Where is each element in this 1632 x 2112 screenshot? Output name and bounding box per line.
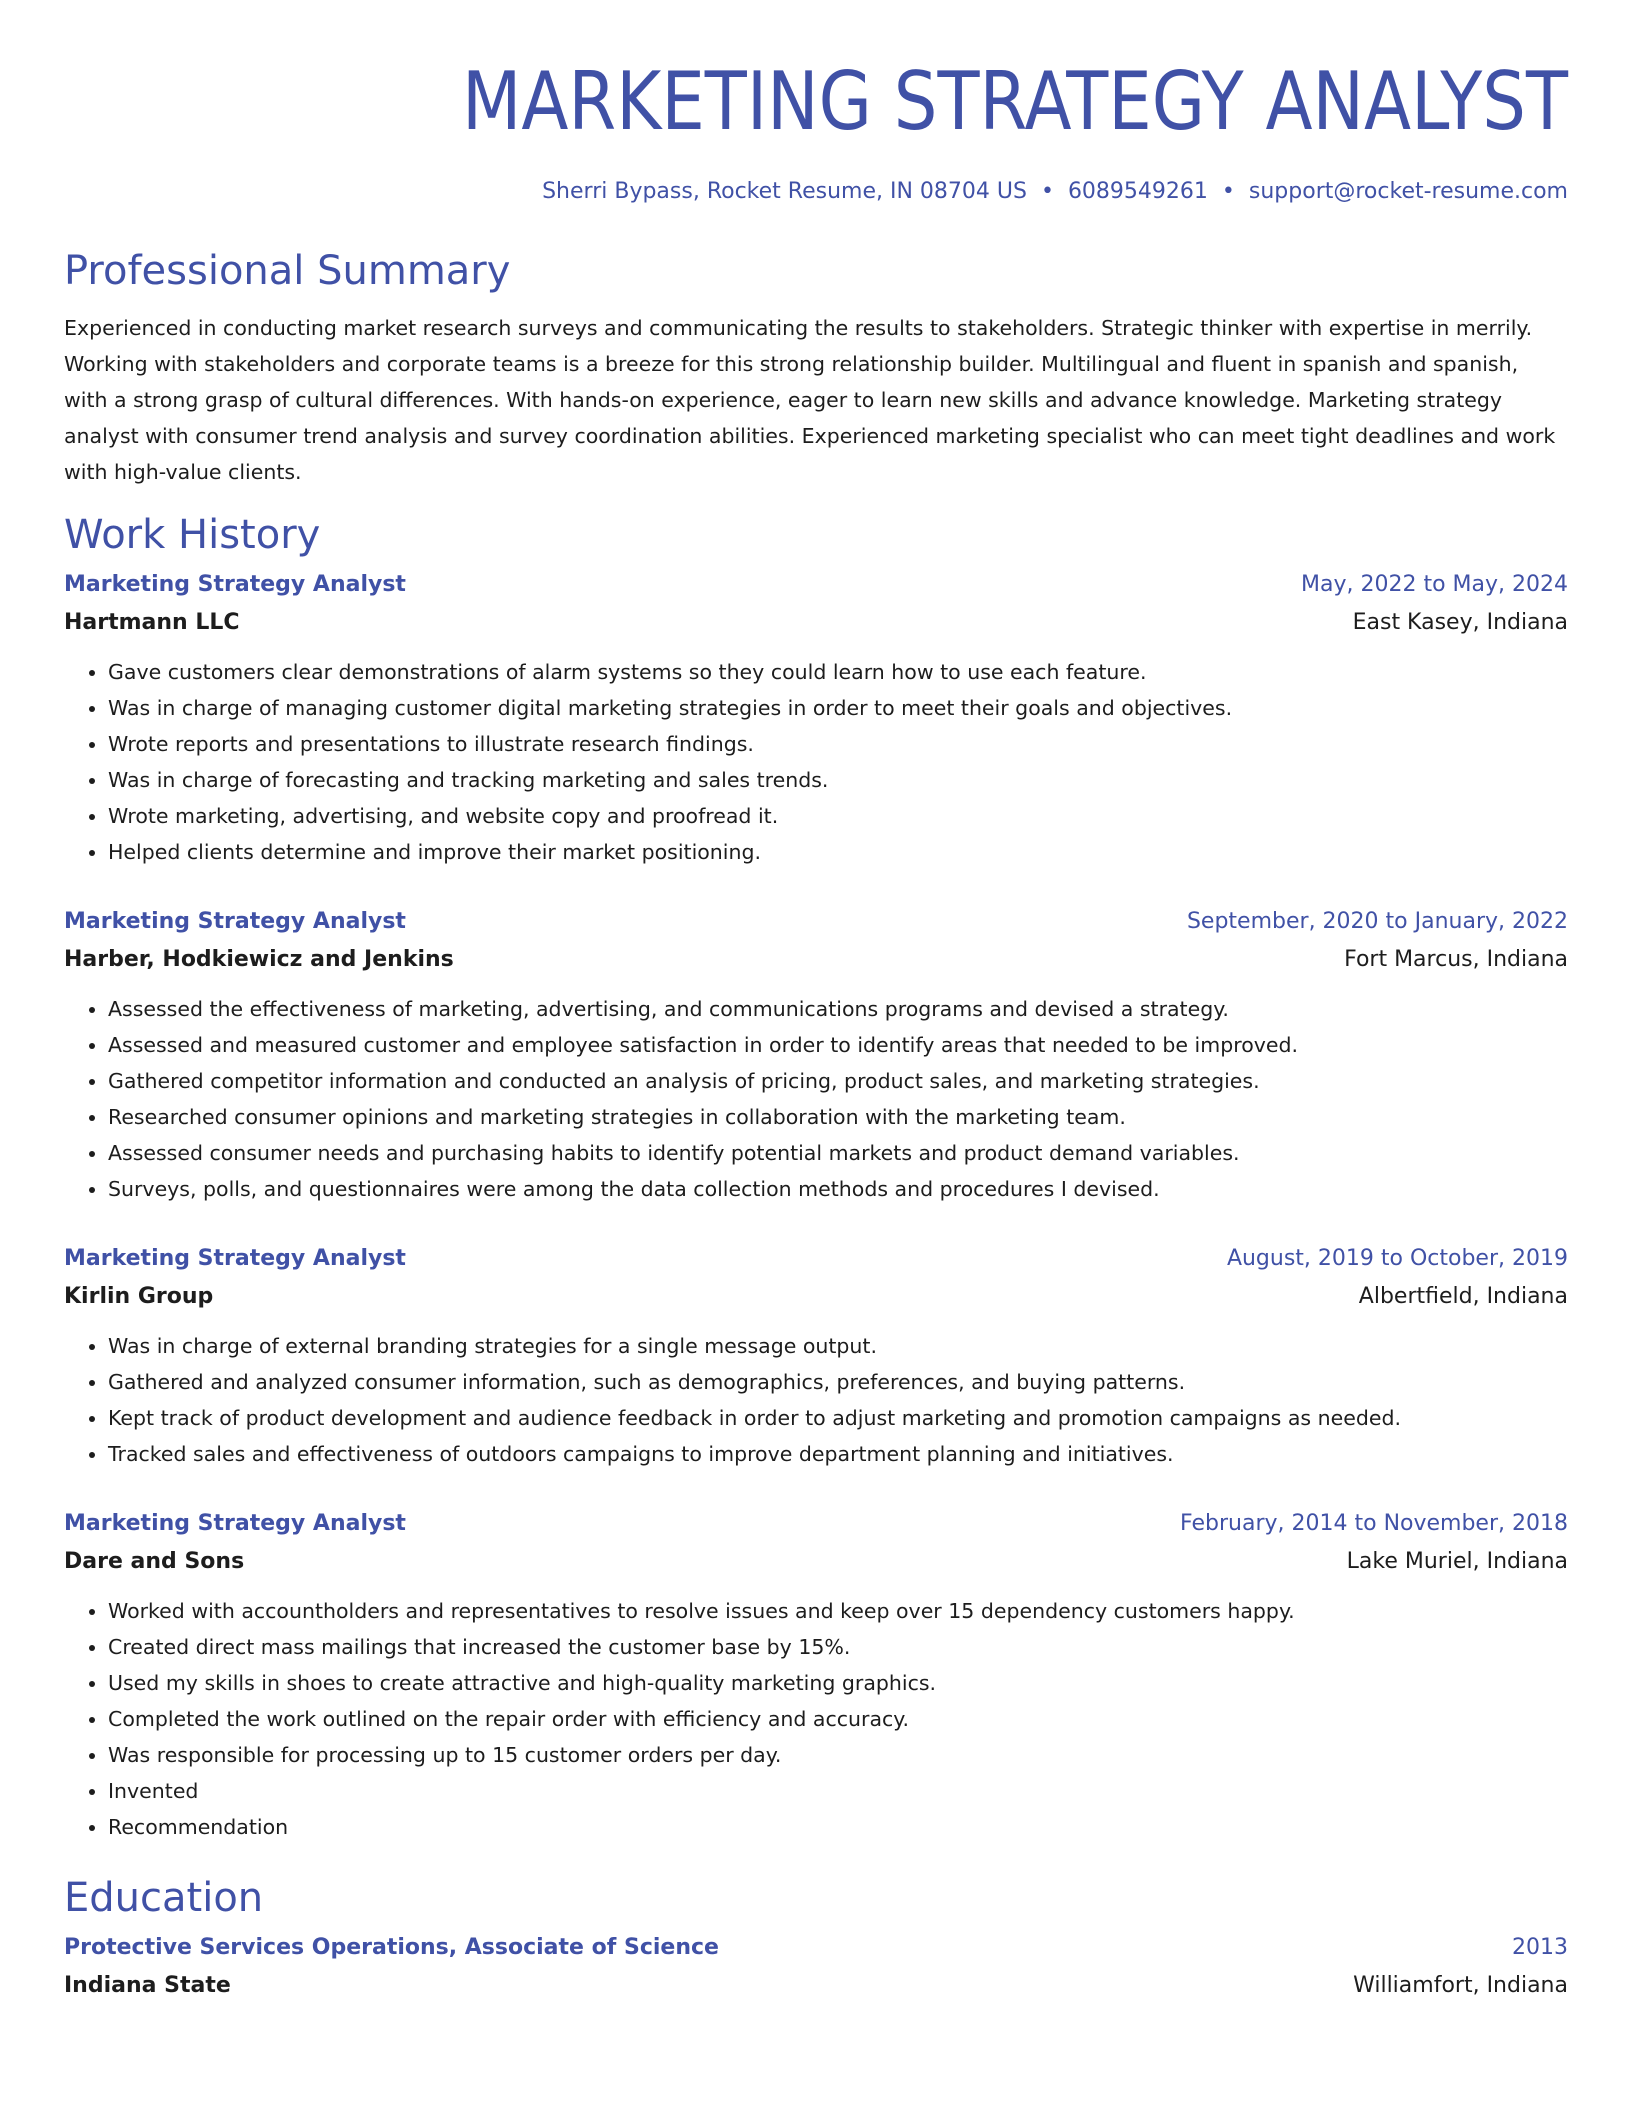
job-title: Marketing Strategy Analyst [64, 1511, 406, 1536]
company-name: Kirlin Group [64, 1284, 214, 1309]
job-dates: February, 2014 to November, 2018 [1180, 1511, 1568, 1536]
job-bullets [64, 1593, 1568, 1845]
job-bullet: • Worked with accountholders and representatives to resolve issues and keep over 15 dependency customers happy. [108, 1593, 1568, 1629]
work-history-list [64, 566, 1568, 1845]
job-bullets [64, 991, 1568, 1207]
company-row [64, 604, 1568, 642]
job-location: East Kasey, Indiana [1352, 610, 1568, 635]
resume-title: MARKETING STRATEGY ANALYST [461, 55, 1568, 148]
job-bullet: • Recommendation [108, 1809, 1568, 1845]
job-bullet: • Created direct mass mailings that increased the customer base by 15%. [108, 1629, 1568, 1665]
job-bullet: • Used my skills in shoes to create attractive and high-quality marketing graphics. [108, 1665, 1568, 1701]
job-title: Marketing Strategy Analyst [64, 1246, 406, 1271]
job-bullet: • Gathered competitor information and conducted an analysis of pricing, product sales, and marketing strategies. [108, 1063, 1568, 1099]
graduation-year: 2013 [1512, 1935, 1568, 1960]
company-name: Hartmann LLC [64, 610, 240, 635]
job-bullet: • Researched consumer opinions and marketing strategies in collaboration with the marketing team. [108, 1099, 1568, 1135]
work-history-heading: Work History [64, 512, 321, 558]
job-spacer [64, 870, 1568, 903]
job-title: Marketing Strategy Analyst [64, 909, 406, 934]
job-title-row [64, 1240, 1568, 1278]
contact-separator: • [1040, 179, 1054, 204]
education-heading: Education [64, 1875, 264, 1921]
job-bullet: • Kept track of product development and audience feedback in order to adjust marketing and promotion campaigns as needed. [108, 1400, 1568, 1436]
job-bullet: • Assessed and measured customer and employee satisfaction in order to identify areas that needed to be improved. [108, 1027, 1568, 1063]
job-title: Marketing Strategy Analyst [64, 572, 406, 597]
company-row [64, 1543, 1568, 1581]
job-bullet: • Was responsible for processing up to 15 customer orders per day. [108, 1737, 1568, 1773]
summary-text: Experienced in conducting market research surveys and communicating the results to stakeholders. Strategic thinker with expertise in merrily. Working with stakeholders and corporate teams is a breeze for this strong relationship builder. Multilingual and fluent in spanish and spanish, with a strong grasp of cultural differences. With hands-on experience, eager to learn new skills and advance knowledge. Marketing strategy analyst with consumer trend analysis and survey coordination abilities. Experienced marketing specialist who can meet tight deadlines and work with high-value clients. [64, 316, 1556, 484]
job-location: Albertfield, Indiana [1358, 1284, 1568, 1309]
job-bullet: • Helped clients determine and improve their market positioning. [108, 834, 1568, 870]
resume-header [64, 0, 1568, 208]
degree-name: Protective Services Operations, Associate of Science [64, 1935, 719, 1960]
job-bullet: • Assessed the effectiveness of marketing, advertising, and communications programs and devised a strategy. [108, 991, 1568, 1027]
company-row [64, 941, 1568, 979]
job-dates: August, 2019 to October, 2019 [1226, 1246, 1568, 1271]
job-bullet: • Was in charge of forecasting and tracking marketing and sales trends. [108, 762, 1568, 798]
contact-email[interactable]: support@rocket-resume.com [1248, 179, 1568, 204]
job-location: Lake Muriel, Indiana [1346, 1549, 1568, 1574]
job-bullet: • Wrote marketing, advertising, and website copy and proofread it. [108, 798, 1568, 834]
job-title-row [64, 566, 1568, 604]
job-spacer [64, 1207, 1568, 1240]
contact-phone: 6089549261 [1067, 179, 1208, 204]
job-entry [64, 566, 1568, 870]
job-bullet: • Gathered and analyzed consumer information, such as demographics, preferences, and buying patterns. [108, 1364, 1568, 1400]
job-entry [64, 1240, 1568, 1472]
job-bullet: • Wrote reports and presentations to illustrate research findings. [108, 726, 1568, 762]
job-dates: September, 2020 to January, 2022 [1186, 909, 1568, 934]
job-bullet: • Surveys, polls, and questionnaires were among the data collection methods and procedures I devised. [108, 1171, 1568, 1207]
job-bullets [64, 654, 1568, 870]
education-entry [64, 1929, 1568, 2005]
contact-address: Sherri Bypass, Rocket Resume, IN 08704 US [542, 179, 1027, 204]
job-bullets [64, 1328, 1568, 1472]
school-row [64, 1967, 1568, 2005]
job-dates: May, 2022 to May, 2024 [1301, 572, 1568, 597]
job-title-row [64, 1505, 1568, 1543]
job-spacer [64, 1472, 1568, 1505]
job-bullet: • Was in charge of managing customer digital marketing strategies in order to meet their goals and objectives. [108, 690, 1568, 726]
job-bullet: • Completed the work outlined on the repair order with efficiency and accuracy. [108, 1701, 1568, 1737]
company-name: Harber, Hodkiewicz and Jenkins [64, 947, 454, 972]
company-name: Dare and Sons [64, 1549, 245, 1574]
contact-line [64, 176, 1568, 208]
job-entry [64, 1505, 1568, 1845]
resume-page [64, 0, 1568, 2005]
school-location: Williamfort, Indiana [1353, 1973, 1568, 1998]
job-title-row [64, 903, 1568, 941]
school-name: Indiana State [64, 1973, 231, 1998]
job-bullet: • Assessed consumer needs and purchasing habits to identify potential markets and product demand variables. [108, 1135, 1568, 1171]
summary-heading: Professional Summary [64, 248, 511, 294]
job-bullet: • Was in charge of external branding strategies for a single message output. [108, 1328, 1568, 1364]
job-entry [64, 903, 1568, 1207]
job-location: Fort Marcus, Indiana [1344, 947, 1568, 972]
company-row [64, 1278, 1568, 1316]
contact-separator: • [1221, 179, 1235, 204]
job-bullet: • Tracked sales and effectiveness of outdoors campaigns to improve department planning and initiatives. [108, 1436, 1568, 1472]
degree-row [64, 1929, 1568, 1967]
job-bullet: • Invented [108, 1773, 1568, 1809]
job-bullet: • Gave customers clear demonstrations of alarm systems so they could learn how to use each feature. [108, 654, 1568, 690]
